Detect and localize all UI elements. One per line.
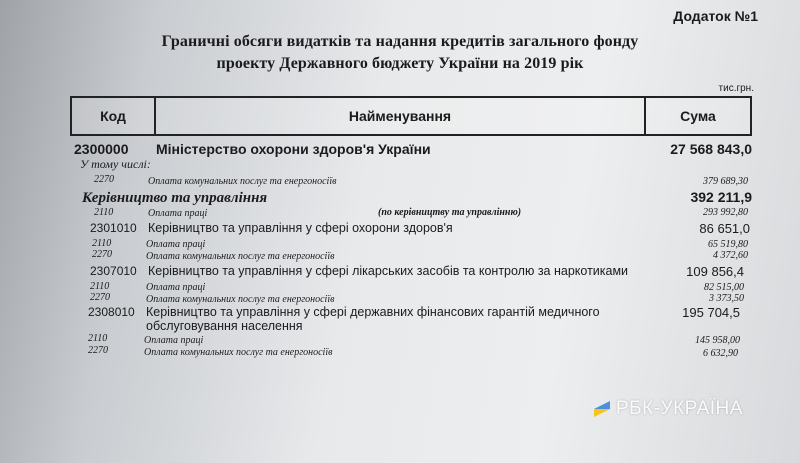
table-header [70,96,752,136]
ministry-util-name: Оплата комунальних послуг та енергоносіїв [148,176,337,187]
program-sum: 86 651,0 [699,221,750,236]
program-wages-sum: 82 515,00 [704,282,744,293]
document-title-line1: Граничні обсяги видатків та надання кредитів загального фонду [161,33,639,50]
program-code: 2301010 [90,221,137,235]
section-sum: 392 211,9 [690,189,752,205]
program-wages-sum: 145 958,00 [695,335,740,346]
program-wages-code: 2110 [90,281,110,292]
rbc-watermark [594,398,743,420]
program-sum: 195 704,5 [682,305,740,320]
column-header-sum: Сума [680,108,716,124]
program-wages-name: Оплата праці [146,239,206,250]
column-header-code: Код [72,98,156,134]
section-wages-sum: 293 992,80 [703,207,748,218]
program-util-code: 2270 [88,345,108,356]
ministry-util-sum: 379 689,30 [703,176,748,187]
program-util-code: 2270 [92,249,112,260]
ministry-util-code: 2270 [94,174,114,185]
document-title-line2: проекту Державного бюджету України на 2019 рік [216,55,584,72]
program-util-name: Оплата комунальних послуг та енергоносіїв [146,294,335,305]
program-util-sum: 4 372,60 [713,250,748,261]
rbc-flag-icon [594,401,610,417]
program-util-sum: 6 632,90 [703,348,738,359]
section-wages-code: 2110 [94,207,114,218]
program-util-name: Оплата комунальних послуг та енергоносіїв [146,251,335,262]
program-name: Керівництво та управління у сфері лікарських засобів та контролю за наркотиками [148,264,629,278]
section-wages-name: Оплата праці [148,208,208,219]
column-header-name: Найменування [156,98,646,134]
ministry-name: Міністерство охорони здоров'я України [156,141,431,157]
program-sum: 109 856,4 [686,264,744,279]
program-name-line2: обслуговування населення [146,319,303,333]
ministry-code: 2300000 [74,141,129,157]
units-label: тис.грн. [718,83,754,94]
program-code: 2307010 [90,264,137,278]
program-name-line1: Керівництво та управління у сфері державних фінансових гарантій медичного [146,305,600,319]
program-code: 2308010 [88,305,135,319]
program-util-name: Оплата комунальних послуг та енергоносіїв [144,347,333,358]
program-wages-name: Оплата праці [146,282,206,293]
ministry-sum: 27 568 843,0 [670,141,752,157]
section-wages-note: (по керівництву та управлінню) [378,207,522,218]
program-wages-sum: 65 519,80 [708,239,748,250]
watermark-text: РБК-УКРАЇНА [616,398,743,419]
section-title: Керівництво та управління [82,190,268,206]
program-util-sum: 3 373,50 [709,293,744,304]
program-wages-code: 2110 [92,238,112,249]
program-wages-code: 2110 [88,333,108,344]
program-wages-name: Оплата праці [144,335,204,346]
program-util-code: 2270 [90,292,110,303]
including-label: У тому числі: [80,157,151,171]
annex-number: Додаток №1 [673,8,758,24]
program-name: Керівництво та управління у сфері охорони здоров'я [148,221,453,235]
